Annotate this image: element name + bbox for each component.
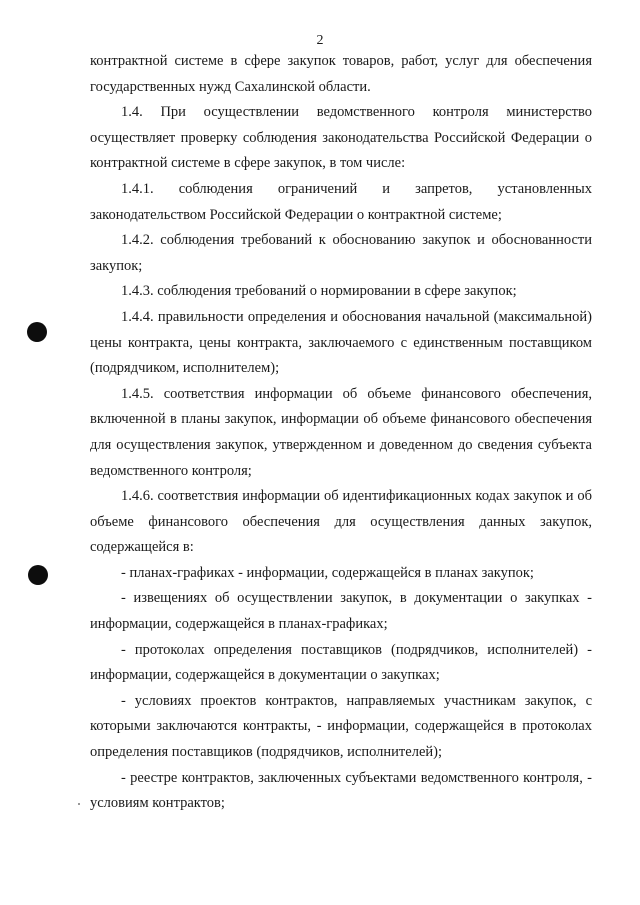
list-item-plans-schedules: - планах-графиках - информации, содержащейся в планах закупок; [121,564,534,581]
paragraph-1-4: 1.4. При осуществлении ведомственного контроля министерство осуществляет проверку соблюдения законодательства Российской Федерации о контрактной системе в сфере закупок, в том числе: [90,104,592,172]
list-item-contract-drafts: - условиях проектов контрактов, направляемых участникам закупок, с которыми заключаются контракты, - информации, содержащейся в протоколах определения поставщиков (подрядчиков, исполнителей); [90,692,592,761]
punch-hole-mark [27,322,47,342]
paragraph-1-4-4: 1.4.4. правильности определения и обоснования начальной (максимальной) цены контракта, цены контракта, заключаемого с единственным поставщиком (подрядчиком, исполнителем); [90,308,592,377]
list-item-notices: - извещениях об осуществлении закупок, в документации о закупках - информации, содержащейся в планах-графиках; [90,590,592,633]
paragraph-1-4-5: 1.4.5. соответствия информации об объеме финансового обеспечения, включенной в планы закупок, информации об объеме финансового обеспечения для осуществления закупок, утвержденном и доведенном до сведения субъекта ведомственного контроля; [90,385,592,479]
scan-speck [78,803,80,805]
document-body [90,49,592,817]
list-item-contract-registry: - реестре контрактов, заключенных субъектами ведомственного контроля, - условиям контрактов; [90,769,592,812]
paragraph-1-4-1: 1.4.1. соблюдения ограничений и запретов, установленных законодательством Российской Федерации о контрактной системе; [90,180,592,223]
paragraph-continuation: контрактной системе в сфере закупок товаров, работ, услуг для обеспечения государственных нужд Сахалинской области. [90,53,592,95]
paragraph-1-4-6: 1.4.6. соответствия информации об идентификационных кодах закупок и об объеме финансового обеспечения для осуществления данных закупок, содержащейся в: [90,488,592,556]
paragraph-1-4-2: 1.4.2. соблюдения требований к обоснованию закупок и обоснованности закупок; [90,232,592,274]
list-item-protocols: - протоколах определения поставщиков (подрядчиков, исполнителей) - информации, содержащейся в документации о закупках; [90,641,592,684]
paragraph-1-4-3: 1.4.3. соблюдения требований о нормировании в сфере закупок; [121,283,517,300]
page-number: 2 [316,33,324,48]
punch-hole-mark [28,565,48,585]
